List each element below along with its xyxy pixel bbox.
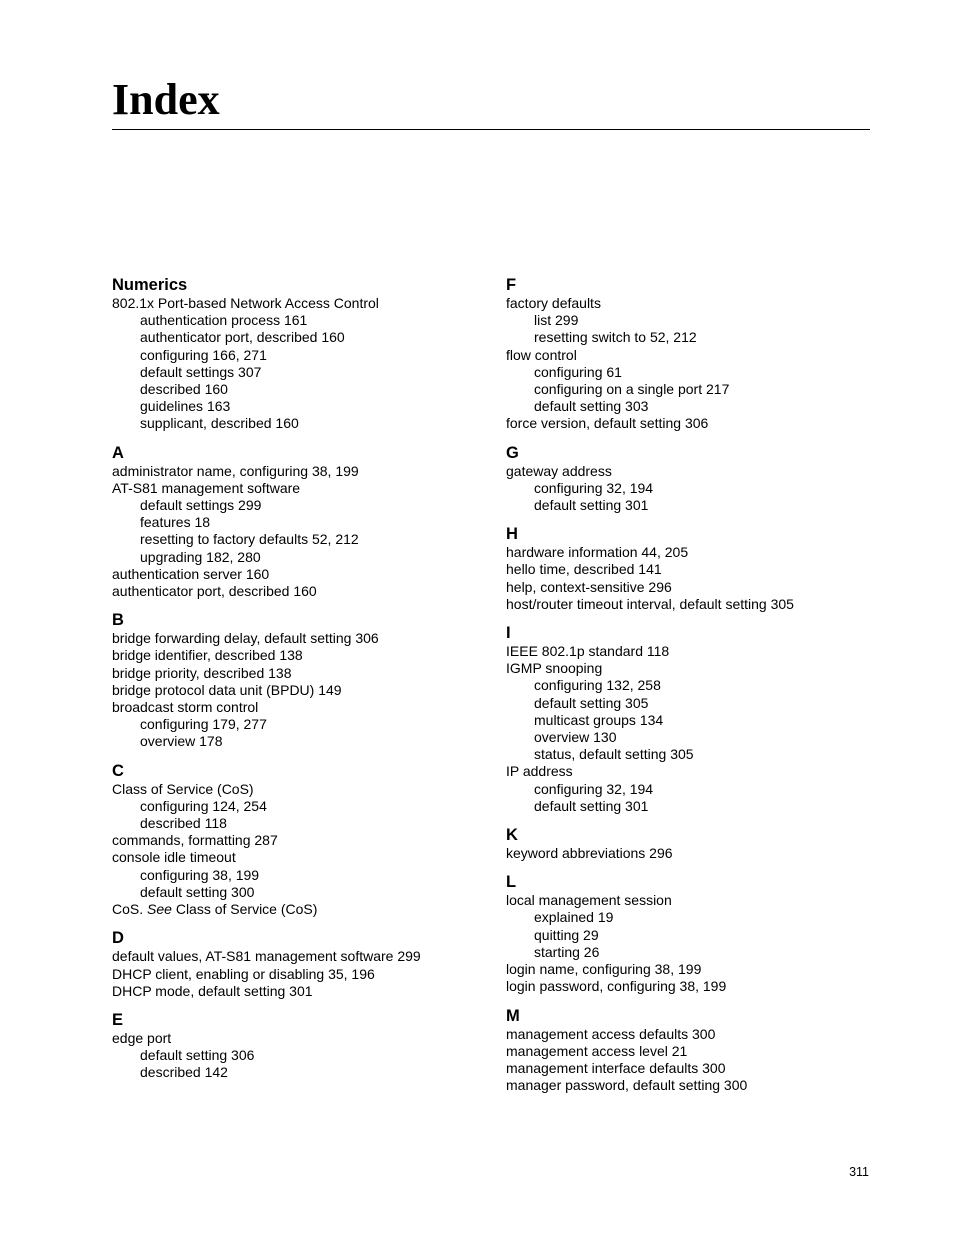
index-subentry: default setting 300 <box>140 883 255 900</box>
section-heading: C <box>112 761 124 780</box>
entry-text-after: Class of Service (CoS) <box>171 901 318 918</box>
index-entry: broadcast storm control <box>112 699 259 716</box>
index-section <box>112 1010 492 1082</box>
index-subentry: described 118 <box>140 815 227 832</box>
index-subentry: configuring 32, 194 <box>534 479 654 496</box>
section-heading: B <box>112 611 124 630</box>
index-subentry: explained 19 <box>534 909 614 926</box>
index-entry: login name, configuring 38, 199 <box>506 961 702 978</box>
index-entry: help, context-sensitive 296 <box>506 578 672 595</box>
index-entry: DHCP client, enabling or disabling 35, 196 <box>112 965 375 982</box>
index-section <box>506 443 886 515</box>
index-section <box>112 275 492 433</box>
index-entry: Class of Service (CoS) <box>112 780 254 797</box>
index-section <box>506 275 886 433</box>
index-subentry: resetting switch to 52, 212 <box>534 329 697 346</box>
index-subentry: configuring 124, 254 <box>140 797 267 814</box>
index-section <box>112 761 492 919</box>
index-entry: AT-S81 management software <box>112 479 301 496</box>
section-heading: L <box>506 873 517 892</box>
index-subentry: guidelines 163 <box>140 398 231 415</box>
index-entry: force version, default setting 306 <box>506 415 709 432</box>
index-subentry: configuring 61 <box>534 363 622 380</box>
index-entry: host/router timeout interval, default setting 305 <box>506 595 794 612</box>
index-subentry: upgrading 182, 280 <box>140 548 261 565</box>
index-section <box>112 610 492 750</box>
section-heading: K <box>506 826 518 845</box>
index-subentry: multicast groups 134 <box>534 711 664 728</box>
index-entry: bridge forwarding delay, default setting 306 <box>112 630 379 647</box>
index-entry: login password, configuring 38, 199 <box>506 978 727 995</box>
index-subentry: configuring 179, 277 <box>140 716 267 733</box>
section-heading: F <box>506 276 517 294</box>
index-entry: default values, AT-S81 management software 299 <box>112 948 421 965</box>
index-entry: management access defaults 300 <box>506 1025 716 1042</box>
index-subentry: default setting 306 <box>140 1047 255 1064</box>
index-entry: DHCP mode, default setting 301 <box>112 982 313 999</box>
index-subentry: configuring on a single port 217 <box>534 381 730 398</box>
index-subentry: configuring 38, 199 <box>140 866 260 883</box>
index-subentry: resetting to factory defaults 52, 212 <box>140 531 359 548</box>
index-subentry: default setting 305 <box>534 694 649 711</box>
index-subentry: starting 26 <box>534 943 600 960</box>
index-entry: hardware information 44, 205 <box>506 544 689 561</box>
index-entry: factory defaults <box>506 295 601 311</box>
title-rule <box>112 129 870 130</box>
index-subentry: supplicant, described 160 <box>140 415 299 432</box>
see-reference: See <box>147 901 172 918</box>
index-entry: gateway address <box>506 462 612 479</box>
index-subentry: overview 178 <box>140 733 223 750</box>
index-entry: 802.1x Port-based Network Access Control <box>112 295 379 311</box>
index-entry: IGMP snooping <box>506 660 603 677</box>
index-subentry: status, default setting 305 <box>534 746 694 763</box>
index-subentry: features 18 <box>140 514 211 531</box>
index-entry: console idle timeout <box>112 849 236 866</box>
section-heading: M <box>506 1006 520 1025</box>
index-section <box>112 443 492 601</box>
index-entry: local management session <box>506 892 672 909</box>
index-subentry: default settings 307 <box>140 363 262 380</box>
index-column-left <box>112 275 492 1092</box>
index-subentry: quitting 29 <box>534 926 599 943</box>
index-subentry: default setting 301 <box>534 797 649 814</box>
page-number: 311 <box>849 1165 869 1179</box>
entry-text: CoS. <box>112 901 148 918</box>
index-entry <box>112 901 492 918</box>
index-subentry: configuring 32, 194 <box>534 780 654 797</box>
index-entry: IEEE 802.1p standard 118 <box>506 643 670 660</box>
index-entry: manager password, default setting 300 <box>506 1077 748 1094</box>
index-subentry: configuring 132, 258 <box>534 677 661 694</box>
index-section <box>112 928 492 1000</box>
section-heading: Numerics <box>112 276 188 294</box>
index-section <box>506 825 886 862</box>
index-subentry: default settings 299 <box>140 497 262 514</box>
section-heading: H <box>506 525 518 544</box>
index-entry: keyword abbreviations 296 <box>506 845 673 862</box>
index-subentry: default setting 301 <box>534 497 649 514</box>
index-entry: bridge priority, described 138 <box>112 664 292 681</box>
section-heading: I <box>506 624 511 643</box>
index-section <box>506 1006 886 1095</box>
index-entry: bridge identifier, described 138 <box>112 647 303 664</box>
index-section <box>506 623 886 815</box>
index-subentry: overview 130 <box>534 729 617 746</box>
index-column-right <box>506 275 886 1104</box>
index-entry: authenticator port, described 160 <box>112 583 317 600</box>
index-section <box>506 524 886 613</box>
section-heading: E <box>112 1010 124 1029</box>
section-heading: G <box>506 443 519 462</box>
index-entry: IP address <box>506 763 573 780</box>
index-entry: hello time, described 141 <box>506 561 662 578</box>
index-subentry: authenticator port, described 160 <box>140 329 345 346</box>
index-entry: management interface defaults 300 <box>506 1059 726 1076</box>
section-heading: A <box>112 443 124 462</box>
index-entry: commands, formatting 287 <box>112 832 278 849</box>
index-subentry: authentication process 161 <box>140 312 308 329</box>
index-subentry: list 299 <box>534 312 579 329</box>
index-subentry: described 142 <box>140 1064 228 1081</box>
index-subentry: described 160 <box>140 381 228 398</box>
section-heading: D <box>112 929 124 948</box>
index-entry: edge port <box>112 1029 172 1046</box>
index-entry: administrator name, configuring 38, 199 <box>112 462 359 479</box>
index-entry: management access level 21 <box>506 1042 688 1059</box>
index-entry: authentication server 160 <box>112 565 270 582</box>
page-title: Index <box>112 75 220 124</box>
index-section <box>506 872 886 995</box>
index-entry: bridge protocol data unit (BPDU) 149 <box>112 681 342 698</box>
index-entry: flow control <box>506 346 577 363</box>
index-subentry: configuring 166, 271 <box>140 346 267 363</box>
index-subentry: default setting 303 <box>534 398 649 415</box>
